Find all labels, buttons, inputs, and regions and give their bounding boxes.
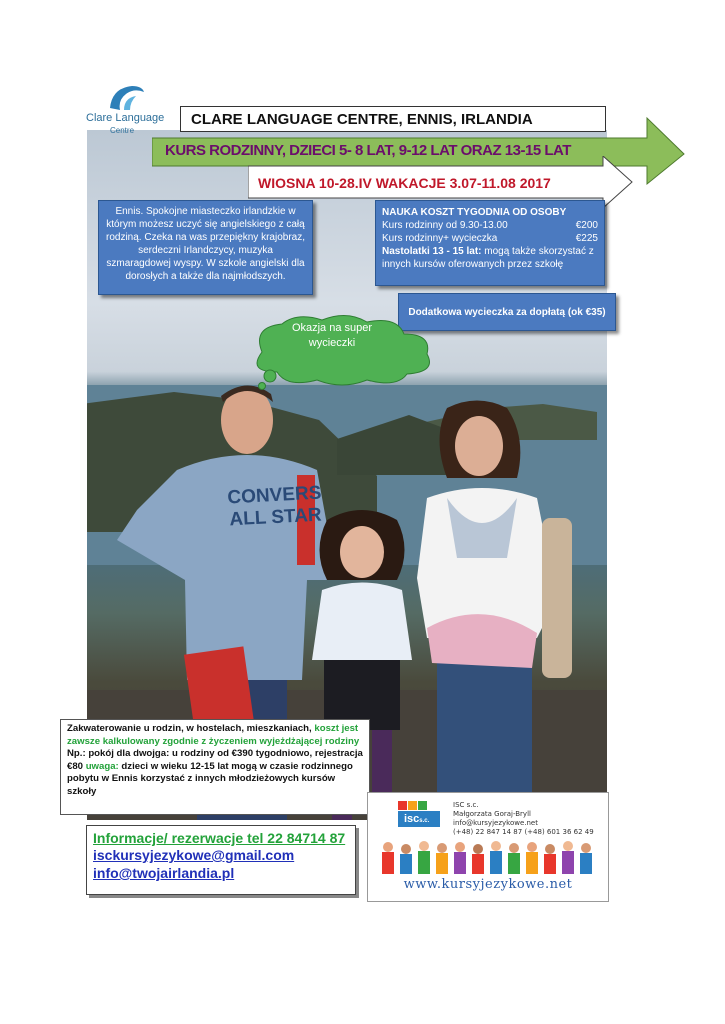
price-box [375, 200, 605, 286]
isc-website[interactable]: www.kursyjezykowe.net [403, 877, 573, 892]
intro-box: Ennis. Spokojne miasteczko irlandzkie w którym możesz uczyć się angielskiego z całą rodziną. Czeka na was przepiękny krajobraz, serdeczni Irlandczycy, muzyka szmaragdowej wyspy. W szkole angielski dla dorosłych a także dla najmłodszych. [98, 200, 313, 295]
price-row [382, 232, 598, 245]
teens-label: Nastolatki 13 - 15 lat: [382, 246, 482, 257]
accommodation-box [60, 719, 370, 815]
price-label: Kurs rodzinny+ wycieczka [382, 233, 498, 244]
dates-banner: WIOSNA 10-28.IV WAKACJE 3.07-11.08 2017 [258, 175, 551, 191]
teens-note [382, 245, 598, 271]
isc-name: ISC s.c. [453, 801, 479, 809]
logo-line1: Clare Language [86, 112, 165, 124]
accom-text: Np.: pokój dla dwojga: u rodziny od €390 tygodniowo, rejestracja €80 [67, 748, 363, 772]
isc-logo-name: isc [404, 813, 420, 825]
price-value: €225 [575, 233, 598, 244]
price-row [382, 219, 598, 232]
accom-text: Zakwaterowanie u rodzin, w hostelach, mieszkaniach, [67, 723, 315, 734]
course-banner: KURS RODZINNY, DZIECI 5- 8 LAT, 9-12 LAT ORAZ 13-15 LAT [165, 142, 571, 159]
email-link[interactable]: isckursyjezykowe@gmail.com [93, 847, 295, 863]
isc-person: Małgorzata Goraj-Bryll [453, 810, 531, 818]
email-link[interactable]: info@twojairlandia.pl [93, 865, 235, 881]
page-title: CLARE LANGUAGE CENTRE, ENNIS, IRLANDIA [180, 106, 606, 132]
phone-link[interactable]: Informacje/ rezerwacje tel 22 84714 87 [93, 830, 346, 846]
contact-box [86, 825, 356, 895]
isc-logo-sub: s.c. [419, 818, 430, 824]
teens-text: mogą także skorzystać z innych kursów oferowanych przez szkołę [382, 246, 594, 270]
wave-logo-icon [106, 82, 146, 114]
isc-business-card [367, 792, 609, 902]
accom-warning: uwaga: [85, 760, 119, 772]
price-label: Kurs rodzinny od 9.30-13.00 [382, 220, 508, 231]
shirt-line1: CONVERS [226, 482, 322, 509]
crowd-illustration-icon [378, 839, 600, 879]
extra-trip-box: Dodatkowa wycieczka za dopłatą (ok €35) [398, 293, 616, 331]
accom-highlight: koszt jest zawsze kalkulowany zgodnie z życzeniem wyjeżdżającej rodziny [67, 723, 360, 747]
isc-info [453, 801, 594, 837]
isc-phones: (+48) 22 847 14 87 (+48) 601 36 62 49 [453, 828, 594, 836]
cloud-text: Okazja na super wycieczki [291, 322, 373, 349]
isc-email[interactable]: info@kursyjezykowe.net [453, 819, 538, 827]
price-header: NAUKA KOSZT TYGODNIA OD OSOBY [382, 207, 567, 218]
price-value: €200 [575, 220, 598, 231]
isc-logo-text [404, 813, 429, 825]
logo-line2: Centre [110, 126, 135, 135]
accom-text: dzieci w wieku 12-15 lat mogą w czasie rodzinnego pobytu w Ennis korzystać z innych młodzieżowych kursów szkoły [67, 760, 353, 797]
shirt-line2: ALL STAR [228, 504, 323, 531]
